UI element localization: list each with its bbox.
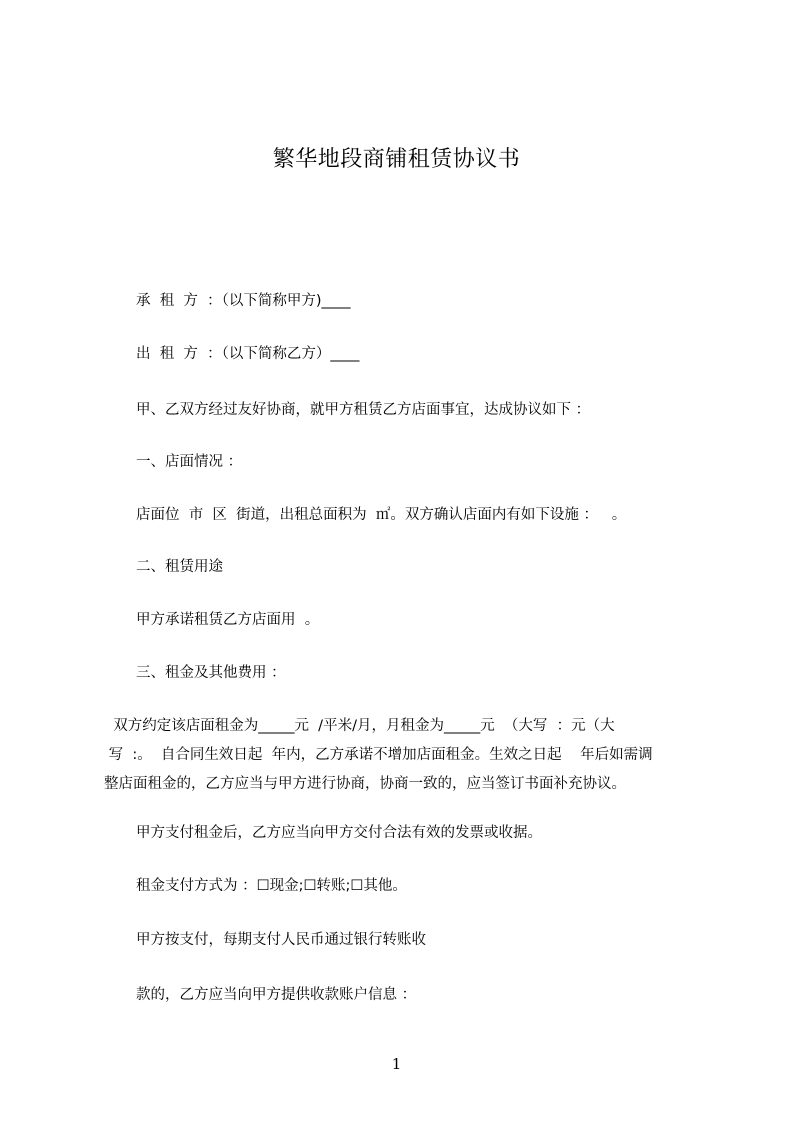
document-title: 繁华地段商铺租赁协议书 <box>272 147 521 172</box>
page-number: 1 <box>391 1055 402 1073</box>
section1-text: 店面位 市 区 街道，出租总面积为 ㎡。双方确认店面内有如下设施 ： 。 <box>136 507 627 523</box>
section1-heading: 一、店面情况 ： <box>136 454 243 470</box>
section2-heading: 二、租赁用途 <box>136 559 223 575</box>
rent-paragraph <box>104 712 694 799</box>
lessee-line: 承 租 方 ：（以下简称甲方)____ <box>136 293 351 309</box>
intro-line: 甲、乙双方经过友好协商，就甲方租赁乙方店面事宜，达成协议如下 ： <box>136 402 591 418</box>
section2-text: 甲方承诺租赁乙方店面用 。 <box>136 612 320 628</box>
account-info-line: 款的，乙方应当向甲方提供收款账户信息 ： <box>136 987 417 1003</box>
rent-paragraph-line: 整店面租金的，乙方应当与甲方进行协商，协商一致的，应当签订书面补充协议。 <box>104 776 626 792</box>
rent-paragraph-line: 双方约定该店面租金为_____元 /平米/月，月租金为_____元 （大写 ：元（大 <box>104 718 615 734</box>
rent-paragraph-line: 写 :。 自合同生效日起 年内，乙方承诺不增加店面租金。生效之日起 年后如需调 <box>104 747 653 763</box>
payment-method-line: 租金支付方式为 ：☐现金;☐转账;☐其他。 <box>136 878 407 894</box>
section3-heading: 三、租金及其他费用 ： <box>136 665 286 681</box>
invoice-line: 甲方支付租金后，乙方应当向甲方交付合法有效的发票或收据。 <box>136 825 542 841</box>
pay-schedule-line: 甲方按支付，每期支付人民币通过银行转账收 <box>136 932 426 948</box>
lessor-line: 出 租 方 ：（以下简称乙方）____ <box>136 346 360 362</box>
